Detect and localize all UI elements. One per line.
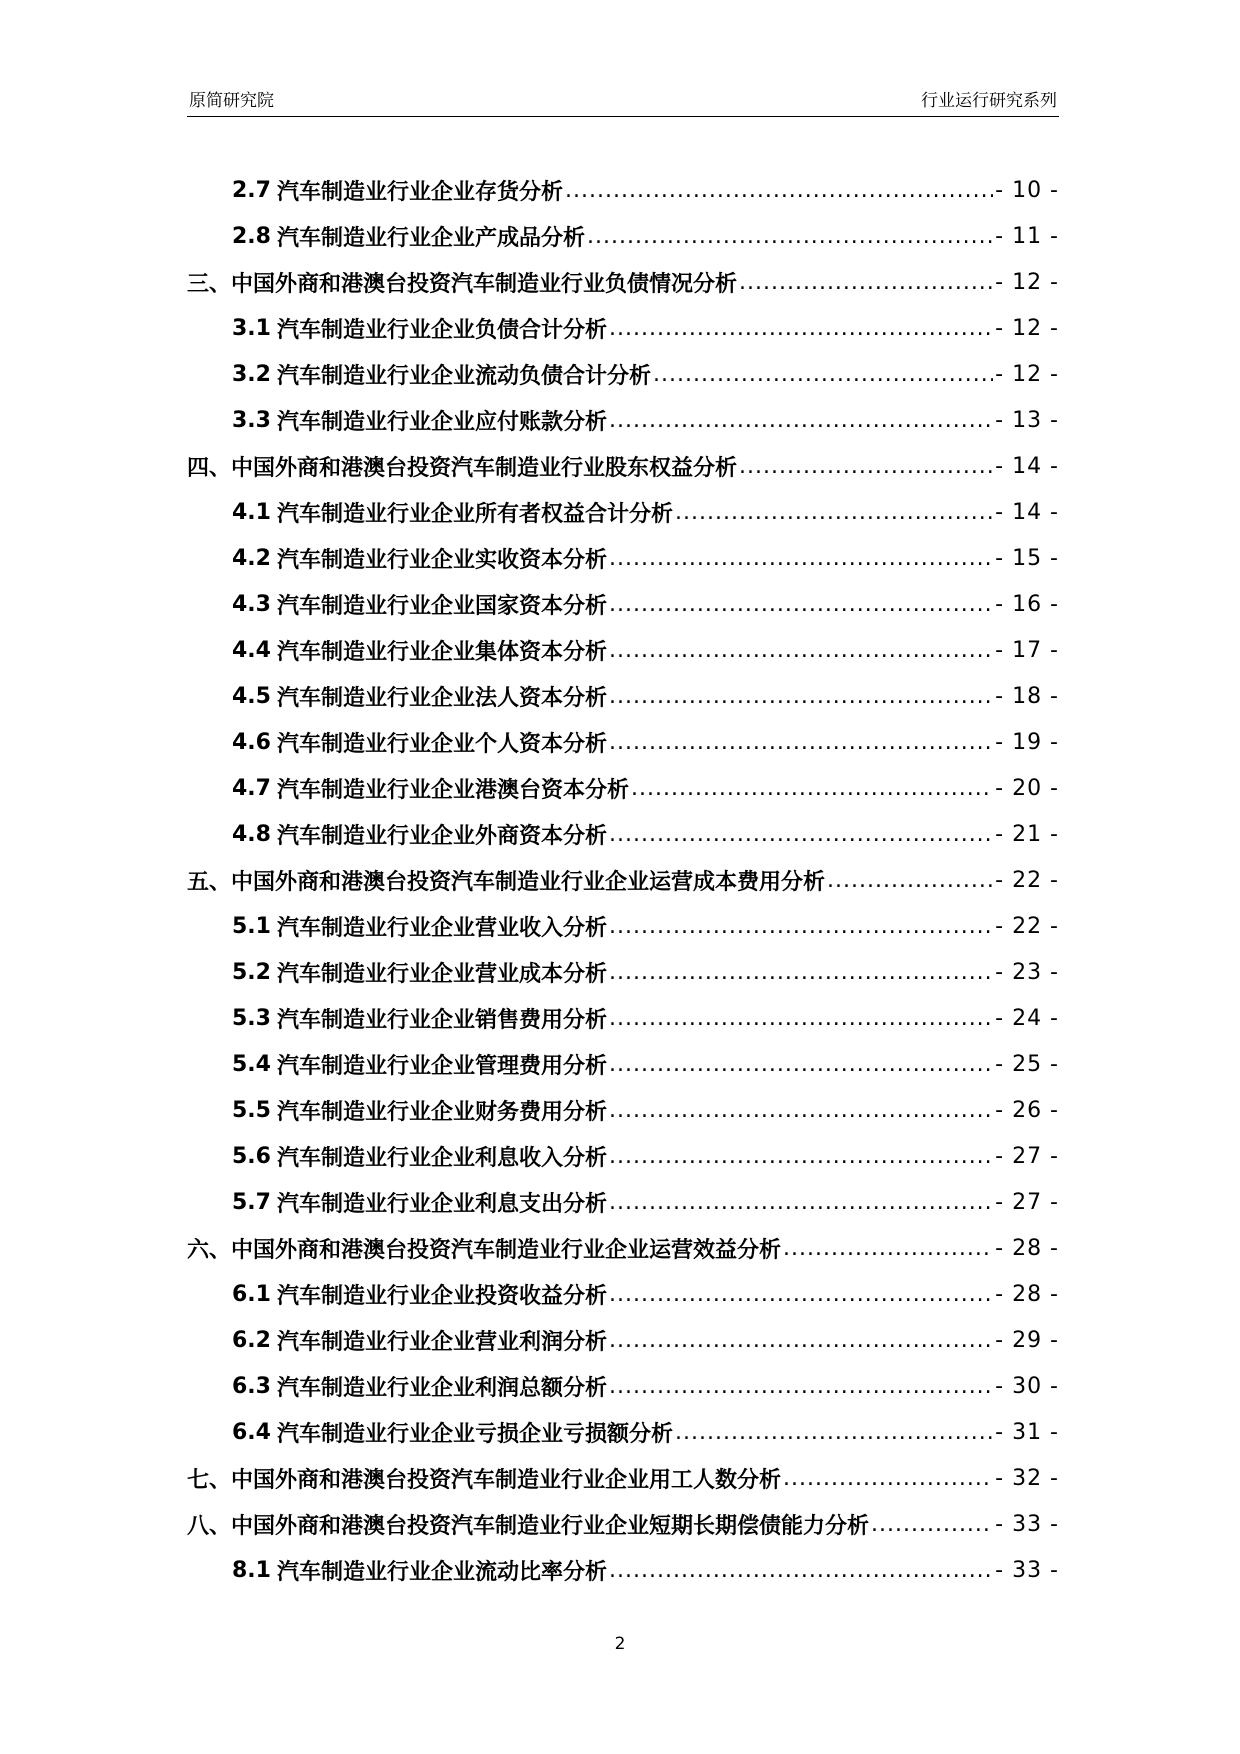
toc-section-entry[interactable] (187, 719, 1059, 765)
toc-entry-page: - 22 - (995, 867, 1059, 893)
toc-entry-number: 4.1 (232, 499, 271, 525)
toc-entry-number: 4.2 (232, 545, 271, 571)
toc-entry-title: 汽车制造业行业企业流动比率分析 (276, 1559, 607, 1585)
toc-entry-title: 汽车制造业行业企业亏损企业亏损额分析 (276, 1421, 673, 1447)
toc-section-entry[interactable] (187, 305, 1059, 351)
toc-entry-title: 汽车制造业行业企业营业收入分析 (276, 915, 607, 941)
toc-entry-number: 3.3 (232, 407, 271, 433)
toc-entry-number: 5.4 (232, 1051, 271, 1077)
toc-entry-title: 汽车制造业行业企业投资收益分析 (276, 1283, 607, 1309)
toc-chapter-entry[interactable] (187, 1455, 1059, 1501)
toc-section-entry[interactable] (187, 581, 1059, 627)
toc-entry-title: 汽车制造业行业企业国家资本分析 (276, 593, 607, 619)
toc-dot-leader (609, 960, 993, 985)
toc-entry-title: 五、中国外商和港澳台投资汽车制造业行业企业运营成本费用分析 (187, 869, 826, 895)
toc-entry-page: - 24 - (995, 1005, 1059, 1031)
toc-dot-leader (609, 1144, 993, 1169)
header-series-name: 行业运行研究系列 (921, 91, 1057, 111)
toc-section-entry[interactable] (187, 1547, 1059, 1593)
toc-entry-number: 6.3 (232, 1373, 271, 1399)
toc-entry-page: - 29 - (995, 1327, 1059, 1353)
toc-dot-leader (739, 270, 993, 295)
toc-entry-number: 5.7 (232, 1189, 271, 1215)
toc-entry-title: 汽车制造业行业企业利息支出分析 (276, 1191, 607, 1217)
toc-entry-page: - 27 - (995, 1189, 1059, 1215)
toc-entry-number: 4.5 (232, 683, 271, 709)
toc-entry-title: 汽车制造业行业企业集体资本分析 (276, 639, 607, 665)
toc-entry-number: 8.1 (232, 1557, 271, 1583)
toc-dot-leader (631, 776, 993, 801)
toc-entry-title: 汽车制造业行业企业利润总额分析 (276, 1375, 607, 1401)
toc-entry-page: - 10 - (995, 177, 1059, 203)
toc-entry-page: - 16 - (995, 591, 1059, 617)
toc-entry-title: 汽车制造业行业企业外商资本分析 (276, 823, 607, 849)
toc-dot-leader (609, 914, 993, 939)
toc-entry-page: - 31 - (995, 1419, 1059, 1445)
toc-section-entry[interactable] (187, 1133, 1059, 1179)
toc-section-entry[interactable] (187, 811, 1059, 857)
toc-section-entry[interactable] (187, 1317, 1059, 1363)
toc-dot-leader (609, 1190, 993, 1215)
toc-entry-title: 汽车制造业行业企业法人资本分析 (276, 685, 607, 711)
toc-section-entry[interactable] (187, 167, 1059, 213)
toc-entry-number: 4.4 (232, 637, 271, 663)
table-of-contents (187, 167, 1059, 1593)
toc-entry-number: 2.8 (232, 223, 271, 249)
toc-entry-page: - 20 - (995, 775, 1059, 801)
toc-entry-title: 汽车制造业行业企业个人资本分析 (276, 731, 607, 757)
toc-entry-number: 2.7 (232, 177, 271, 203)
toc-entry-title: 汽车制造业行业企业财务费用分析 (276, 1099, 607, 1125)
toc-entry-title: 汽车制造业行业企业港澳台资本分析 (276, 777, 629, 803)
toc-entry-page: - 12 - (995, 269, 1059, 295)
toc-entry-title: 汽车制造业行业企业产成品分析 (276, 225, 585, 251)
toc-dot-leader (609, 638, 993, 663)
toc-dot-leader (609, 592, 993, 617)
toc-dot-leader (609, 1374, 993, 1399)
toc-entry-number: 5.6 (232, 1143, 271, 1169)
toc-section-entry[interactable] (187, 213, 1059, 259)
toc-entry-page: - 26 - (995, 1097, 1059, 1123)
toc-entry-number: 4.6 (232, 729, 271, 755)
toc-entry-page: - 15 - (995, 545, 1059, 571)
toc-chapter-entry[interactable] (187, 259, 1059, 305)
toc-entry-title: 汽车制造业行业企业营业利润分析 (276, 1329, 607, 1355)
toc-entry-title: 六、中国外商和港澳台投资汽车制造业行业企业运营效益分析 (187, 1237, 782, 1263)
toc-entry-page: - 12 - (995, 361, 1059, 387)
toc-dot-leader (609, 1098, 993, 1123)
toc-chapter-entry[interactable] (187, 443, 1059, 489)
toc-dot-leader (609, 1052, 993, 1077)
toc-dot-leader (609, 1006, 993, 1031)
toc-entry-page: - 25 - (995, 1051, 1059, 1077)
toc-entry-title: 汽车制造业行业企业营业成本分析 (276, 961, 607, 987)
toc-entry-number: 6.4 (232, 1419, 271, 1445)
toc-entry-number: 3.2 (232, 361, 271, 387)
toc-chapter-entry[interactable] (187, 1501, 1059, 1547)
toc-chapter-entry[interactable] (187, 1225, 1059, 1271)
toc-entry-title: 汽车制造业行业企业存货分析 (276, 179, 563, 205)
toc-section-entry[interactable] (187, 1363, 1059, 1409)
toc-entry-title: 汽车制造业行业企业销售费用分析 (276, 1007, 607, 1033)
toc-section-entry[interactable] (187, 535, 1059, 581)
page-number: 2 (614, 1634, 626, 1654)
toc-entry-page: - 11 - (995, 223, 1059, 249)
toc-entry-number: 5.2 (232, 959, 271, 985)
toc-entry-page: - 22 - (995, 913, 1059, 939)
toc-entry-number: 6.1 (232, 1281, 271, 1307)
toc-dot-leader (609, 546, 993, 571)
toc-dot-leader (653, 362, 993, 387)
toc-dot-leader (609, 1328, 993, 1353)
toc-entry-title: 八、中国外商和港澳台投资汽车制造业行业企业短期长期偿债能力分析 (187, 1513, 870, 1539)
toc-dot-leader (609, 684, 993, 709)
toc-section-entry[interactable] (187, 1041, 1059, 1087)
toc-dot-leader (609, 408, 993, 433)
toc-entry-page: - 14 - (995, 499, 1059, 525)
toc-entry-number: 6.2 (232, 1327, 271, 1353)
toc-entry-number: 4.7 (232, 775, 271, 801)
toc-section-entry[interactable] (187, 673, 1059, 719)
toc-entry-page: - 28 - (995, 1235, 1059, 1261)
toc-entry-page: - 19 - (995, 729, 1059, 755)
toc-entry-number: 5.3 (232, 1005, 271, 1031)
toc-dot-leader (587, 224, 993, 249)
toc-section-entry[interactable] (187, 627, 1059, 673)
toc-section-entry[interactable] (187, 949, 1059, 995)
toc-dot-leader (871, 1512, 993, 1537)
toc-section-entry[interactable] (187, 1271, 1059, 1317)
toc-entry-page: - 27 - (995, 1143, 1059, 1169)
toc-dot-leader (783, 1466, 993, 1491)
toc-entry-page: - 17 - (995, 637, 1059, 663)
toc-entry-page: - 32 - (995, 1465, 1059, 1491)
toc-section-entry[interactable] (187, 1179, 1059, 1225)
toc-dot-leader (609, 822, 993, 847)
toc-section-entry[interactable] (187, 1409, 1059, 1455)
toc-dot-leader (827, 868, 993, 893)
toc-entry-title: 汽车制造业行业企业利息收入分析 (276, 1145, 607, 1171)
toc-section-entry[interactable] (187, 397, 1059, 443)
toc-dot-leader (609, 1282, 993, 1307)
toc-entry-number: 5.5 (232, 1097, 271, 1123)
toc-section-entry[interactable] (187, 1087, 1059, 1133)
toc-entry-title: 四、中国外商和港澳台投资汽车制造业行业股东权益分析 (187, 455, 738, 481)
toc-section-entry[interactable] (187, 351, 1059, 397)
toc-section-entry[interactable] (187, 765, 1059, 811)
toc-entry-page: - 30 - (995, 1373, 1059, 1399)
toc-entry-page: - 14 - (995, 453, 1059, 479)
toc-entry-title: 汽车制造业行业企业所有者权益合计分析 (276, 501, 673, 527)
toc-section-entry[interactable] (187, 995, 1059, 1041)
page-header (187, 86, 1059, 117)
toc-dot-leader (565, 178, 993, 203)
toc-entry-number: 3.1 (232, 315, 271, 341)
toc-entry-number: 4.3 (232, 591, 271, 617)
toc-entry-page: - 13 - (995, 407, 1059, 433)
toc-dot-leader (783, 1236, 993, 1261)
toc-entry-page: - 18 - (995, 683, 1059, 709)
toc-entry-page: - 28 - (995, 1281, 1059, 1307)
toc-dot-leader (675, 1420, 993, 1445)
toc-entry-title: 汽车制造业行业企业应付账款分析 (276, 409, 607, 435)
toc-dot-leader (609, 1558, 993, 1583)
toc-entry-page: - 21 - (995, 821, 1059, 847)
toc-entry-title: 三、中国外商和港澳台投资汽车制造业行业负债情况分析 (187, 271, 738, 297)
toc-entry-page: - 33 - (995, 1511, 1059, 1537)
toc-entry-title: 汽车制造业行业企业负债合计分析 (276, 317, 607, 343)
toc-entry-title: 汽车制造业行业企业流动负债合计分析 (276, 363, 651, 389)
toc-section-entry[interactable] (187, 903, 1059, 949)
toc-entry-page: - 33 - (995, 1557, 1059, 1583)
toc-entry-title: 七、中国外商和港澳台投资汽车制造业行业企业用工人数分析 (187, 1467, 782, 1493)
header-org-name: 原简研究院 (189, 91, 274, 111)
toc-chapter-entry[interactable] (187, 857, 1059, 903)
toc-entry-number: 5.1 (232, 913, 271, 939)
toc-entry-page: - 12 - (995, 315, 1059, 341)
toc-entry-title: 汽车制造业行业企业实收资本分析 (276, 547, 607, 573)
toc-entry-page: - 23 - (995, 959, 1059, 985)
toc-dot-leader (609, 316, 993, 341)
toc-dot-leader (675, 500, 993, 525)
toc-section-entry[interactable] (187, 489, 1059, 535)
toc-entry-number: 4.8 (232, 821, 271, 847)
toc-dot-leader (739, 454, 993, 479)
toc-entry-title: 汽车制造业行业企业管理费用分析 (276, 1053, 607, 1079)
toc-dot-leader (609, 730, 993, 755)
